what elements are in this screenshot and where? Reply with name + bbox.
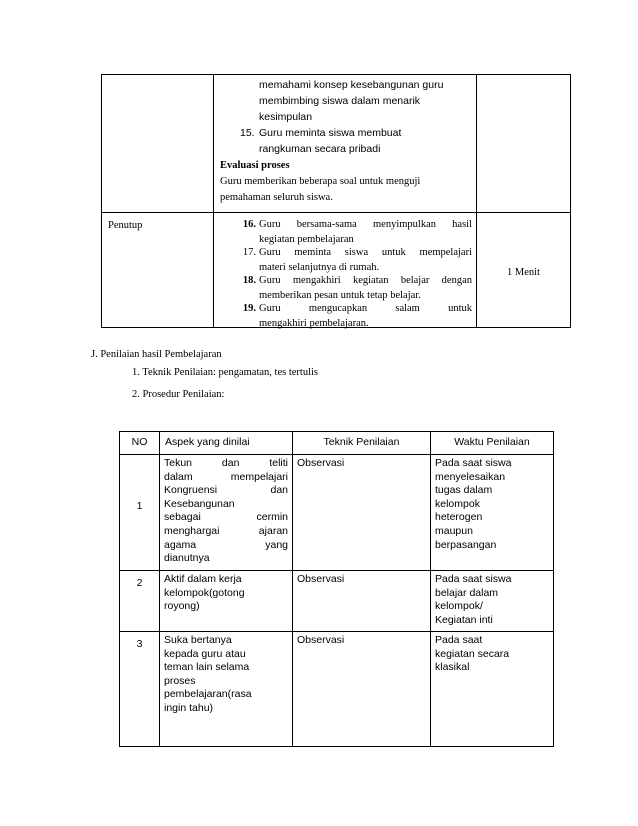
aspect-cell (160, 455, 293, 571)
time-line: Pada saat siswa (435, 573, 512, 585)
row-number: 1 (120, 455, 160, 571)
aspect-line: Aktif dalam kerja (164, 573, 242, 585)
aspect-line: kepada guru atau (164, 647, 246, 660)
section-item: 2. Prosedur Penilaian: (132, 389, 225, 400)
header-aspect: Aspek yang dinilai (160, 432, 293, 455)
aspect-line: dianutnya (164, 552, 210, 565)
step-text: memberikan pesan untuk tetap belajar. (259, 290, 421, 301)
time-line: belajar dalam (435, 586, 499, 599)
aspect-line: Kongruensi dan (164, 484, 288, 497)
time-line: tugas dalam (435, 484, 493, 497)
step-text: Guru meminta siswa membuat (259, 127, 402, 139)
aspect-line: teman lain selama (164, 661, 250, 674)
time-line: Kegiatan inti (435, 613, 493, 626)
activity-line: memahami konsep kesebangunan guru (259, 79, 444, 91)
core-activity-row (102, 75, 571, 213)
technique-value: Observasi (297, 634, 345, 646)
step-text: Guru meminta siswa untuk mempelajari (259, 247, 472, 258)
aspect-line: Kesebangunan (164, 497, 235, 510)
table-row (120, 455, 554, 571)
section-item: 1. Teknik Penilaian: pengamatan, tes tertulis (132, 367, 318, 378)
technique-value: Observasi (297, 457, 345, 469)
time-line: berpasangan (435, 538, 497, 551)
duration-value: 1 Menit (507, 267, 540, 278)
step-text: Guru bersama-sama menyimpulkan hasil (259, 219, 472, 230)
time-cell (431, 632, 554, 747)
step-number: 15. (240, 127, 255, 139)
time-line: maupun (435, 524, 473, 537)
duration-cell (477, 213, 571, 328)
time-line: kegiatan secara (435, 647, 510, 660)
time-line: menyelesaikan (435, 470, 506, 483)
step-text: Guru mengucapkan salam untuk (259, 303, 472, 314)
aspect-line: dalam mempelajari (164, 470, 288, 483)
evaluation-heading: Evaluasi proses (220, 160, 290, 171)
aspect-line: ingin tahu) (164, 701, 214, 714)
technique-cell (293, 571, 431, 632)
table-row (120, 632, 554, 747)
time-line: kelompok/ (435, 600, 483, 613)
time-line: kelompok (435, 497, 480, 510)
aspect-line: proses (164, 674, 196, 687)
closing-steps-cell (214, 213, 477, 328)
row-number: 3 (120, 632, 160, 747)
technique-value: Observasi (297, 573, 345, 585)
section-heading: J. Penilaian hasil Pembelajaran (91, 349, 222, 360)
technique-cell (293, 632, 431, 747)
stage-cell-empty (102, 75, 214, 213)
step-text: kegiatan pembelajaran (259, 234, 354, 245)
time-line: Pada saat siswa (435, 457, 512, 469)
aspect-cell (160, 632, 293, 747)
aspect-line: Suka bertanya (164, 634, 232, 646)
aspect-cell (160, 571, 293, 632)
step-number: 16. (242, 219, 256, 230)
aspect-line: kelompok(gotong (164, 586, 245, 599)
aspect-line: royong) (164, 600, 200, 613)
step-text: materi selanjutnya di rumah. (259, 262, 380, 273)
activity-table (101, 74, 571, 328)
step-text: mengakhiri pembelajaran. (259, 318, 369, 329)
evaluation-text: Guru memberikan beberapa soal untuk menguji (220, 176, 421, 187)
closing-label: Penutup (108, 220, 143, 231)
stage-cell (102, 213, 214, 328)
step-number: 18. (242, 275, 256, 286)
time-line: Pada saat (435, 634, 483, 646)
header-time: Waktu Penilaian (431, 432, 554, 455)
table-header-row (120, 432, 554, 455)
evaluation-text: pemahaman seluruh siswa. (220, 192, 333, 203)
time-line: klasikal (435, 661, 470, 674)
header-technique: Teknik Penilaian (293, 432, 431, 455)
technique-cell (293, 455, 431, 571)
aspect-line: menghargai ajaran (164, 524, 288, 537)
duration-cell-empty (477, 75, 571, 213)
row-number: 2 (120, 571, 160, 632)
aspect-line: pembelajaran(rasa (164, 688, 252, 701)
time-line: heterogen (435, 511, 483, 524)
closing-row (102, 213, 571, 328)
step-text: rangkuman secara pribadi (259, 143, 381, 155)
assessment-table (119, 431, 554, 747)
activity-line: membimbing siswa dalam menarik (259, 95, 421, 107)
time-cell (431, 455, 554, 571)
table-row (120, 571, 554, 632)
header-no: NO (120, 432, 160, 455)
aspect-line: Tekun dan teliti (164, 457, 288, 469)
step-text: Guru mengakhiri kegiatan belajar dengan (259, 275, 472, 286)
activity-line: kesimpulan (259, 111, 313, 123)
step-number: 17. (242, 247, 256, 258)
step-number: 19. (242, 303, 256, 314)
aspect-line: sebagai cermin (164, 511, 288, 524)
time-cell (431, 571, 554, 632)
aspect-line: agama yang (164, 538, 288, 551)
activity-description-cell (214, 75, 477, 213)
